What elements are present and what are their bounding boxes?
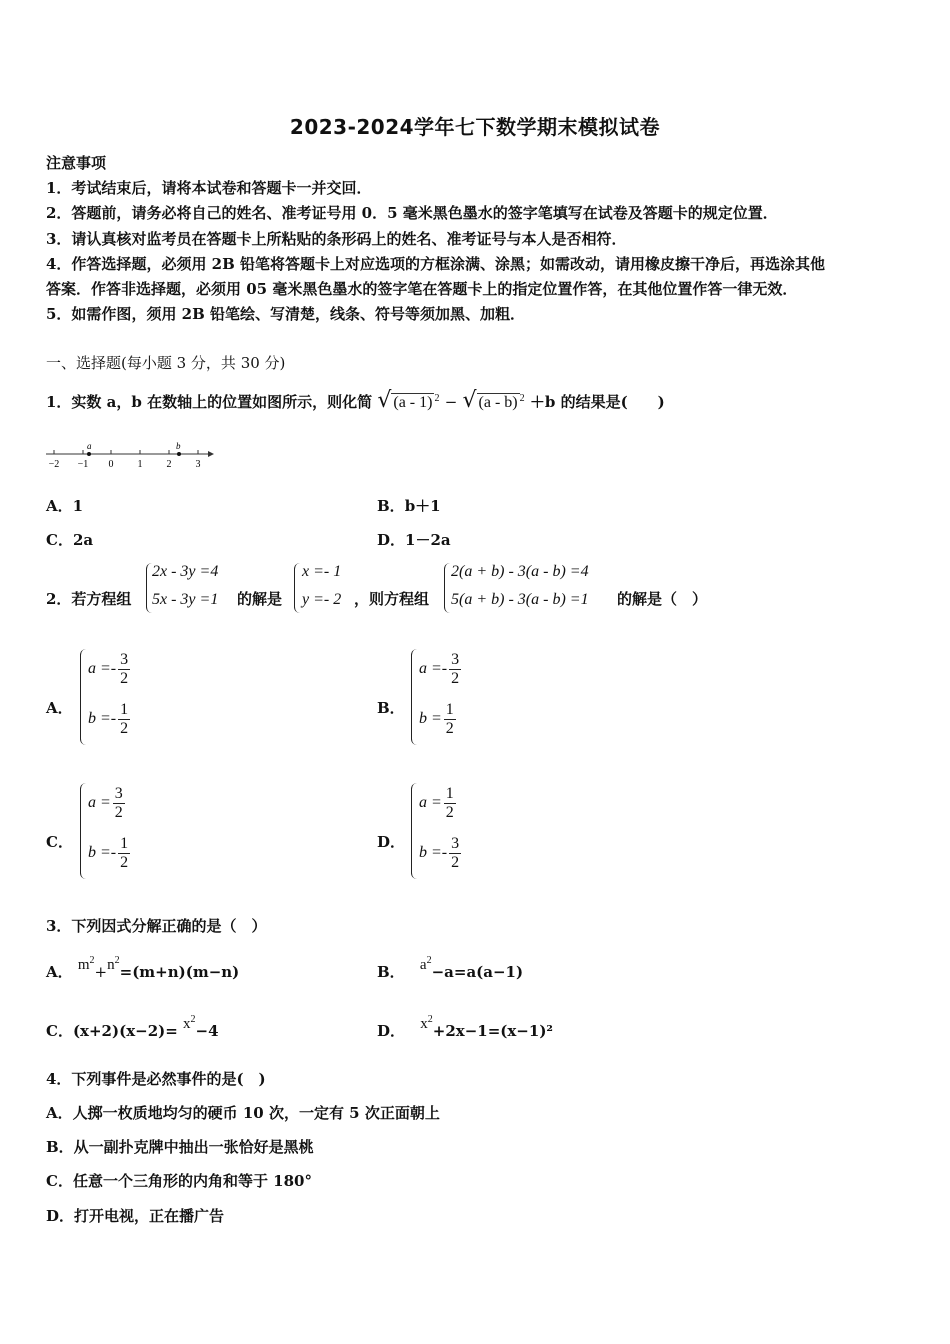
option-label: C． (46, 833, 73, 851)
note-item: 2．答题前，请务必将自己的姓名、准考证号用 0．5 毫米黑色墨水的签字笔填写在试卷及答题卡的规定位置． (46, 204, 778, 222)
option-label: C． (46, 1022, 73, 1040)
option-row-1: a = (419, 794, 442, 812)
denominator: 2 (445, 720, 454, 737)
q1-minus: − (444, 393, 458, 411)
denominator: 2 (451, 854, 460, 871)
q3-option-c[interactable] (46, 1014, 219, 1041)
point-b-label: b (176, 441, 181, 451)
brace-icon (444, 563, 451, 613)
exponent: 2 (426, 955, 432, 966)
option-row-1: a =- (88, 660, 117, 678)
tick-label: 2 (166, 459, 172, 470)
radical-icon: √ (462, 388, 477, 413)
q4-option-c[interactable]: C．任意一个三角形的内角和等于 180° (46, 1172, 312, 1190)
term-n: n (107, 957, 115, 973)
option-label: A． (46, 963, 73, 981)
brace-icon (80, 783, 88, 879)
option-row-2: b =- (419, 844, 448, 862)
q2-system-1-eq2: 5x - 3y =1 (152, 591, 219, 608)
q1-option-c[interactable] (46, 529, 93, 550)
q2-option-a[interactable] (46, 647, 346, 747)
exponent: 2 (89, 955, 95, 966)
numerator: 3 (451, 835, 460, 852)
note-item: 答案．作答非选择题，必须用 05 毫米黑色墨水的签字笔在答题卡上的指定位置作答，在其他位置作答一律无效． (46, 280, 798, 298)
option-label: B． (377, 963, 405, 981)
radical-icon: √ (377, 388, 392, 413)
question-3: 3．下列因式分解正确的是（ ） (46, 917, 267, 935)
denominator: 2 (120, 854, 129, 871)
option-text: −4 (195, 1022, 219, 1040)
option-row-2: b =- (88, 710, 117, 728)
q1-option-b[interactable] (377, 495, 441, 516)
question-4: 4．下列事件是必然事件的是( ) (46, 1070, 266, 1088)
numerator: 1 (120, 701, 129, 718)
q2-mid-1: 的解是 (237, 590, 283, 608)
q1-radicand-1: (a - 1) (393, 394, 433, 411)
option-text: b＋1 (404, 497, 441, 515)
q2-option-d[interactable] (377, 781, 677, 881)
tick-label: 0 (108, 459, 114, 470)
term-x: x (183, 1016, 191, 1032)
denominator: 2 (451, 670, 460, 687)
brace-icon (411, 649, 419, 745)
q1-option-d[interactable] (377, 529, 451, 550)
question-1 (46, 388, 665, 413)
numerator: 1 (445, 785, 454, 802)
q2-option-b[interactable] (377, 647, 677, 747)
option-text: +2x−1=(x−1)² (432, 1022, 553, 1040)
numerator: 3 (120, 651, 129, 668)
q2-system-1-eq1: 2x - 3y =4 (152, 563, 219, 580)
option-label: A． (46, 699, 73, 717)
q2-option-c[interactable] (46, 781, 346, 881)
numerator: 1 (445, 701, 454, 718)
option-label: A． (46, 497, 73, 515)
term-a: a (419, 957, 427, 973)
q1-prefix: 1．实数 a，b 在数轴上的位置如图所示，则化简 (46, 393, 373, 411)
term-m: m (77, 957, 90, 973)
brace-icon (80, 649, 88, 745)
option-row-2: b =- (88, 844, 117, 862)
q4-option-b[interactable]: B．从一副扑克牌中抽出一张恰好是黑桃 (46, 1138, 314, 1156)
option-label: B． (377, 699, 405, 717)
point-a-marker (87, 452, 91, 456)
option-text: 1－2a (405, 531, 451, 549)
option-label: D． (377, 1022, 406, 1040)
option-label: D． (377, 531, 406, 549)
q3-option-d[interactable] (377, 1014, 553, 1041)
numerator: 1 (120, 835, 129, 852)
point-b-marker (177, 452, 181, 456)
term-x: x (420, 1016, 428, 1032)
note-item: 4．作答选择题，必须用 2B 铅笔将答题卡上对应选项的方框涂满、涂黑；如需改动，请用橡皮擦干净后，再选涂其他 (46, 255, 826, 273)
q2-system-2-eq1: x =- 1 (302, 563, 342, 580)
option-label: B． (377, 497, 405, 515)
option-label: C． (46, 531, 73, 549)
numerator: 3 (451, 651, 460, 668)
q1-option-a[interactable] (46, 495, 83, 516)
denominator: 2 (120, 720, 129, 737)
option-row-1: a =- (419, 660, 448, 678)
q1-exp-1: 2 (434, 393, 440, 404)
denominator: 2 (114, 804, 123, 821)
brace-icon (294, 563, 301, 613)
number-line (44, 440, 214, 472)
tick-label: 3 (195, 459, 201, 470)
q2-mid-2: ，则方程组 (354, 590, 430, 608)
option-text: −a=a(a−1) (431, 963, 524, 981)
q1-exp-2: 2 (519, 393, 525, 404)
option-text: (x+2)(x−2)= (72, 1022, 178, 1040)
numerator: 3 (114, 785, 123, 802)
q4-option-d[interactable]: D．打开电视，正在播广告 (46, 1207, 225, 1225)
q3-option-b[interactable] (377, 955, 524, 982)
q2-suffix: 的解是（ ） (617, 590, 708, 608)
option-text: 1 (72, 497, 84, 515)
option-row-1: a = (88, 794, 111, 812)
q2-system-3-eq2: 5(a + b) - 3(a - b) =1 (451, 591, 589, 608)
notes-heading: 注意事项 (46, 154, 107, 172)
denominator: 2 (120, 670, 129, 687)
exponent: 2 (190, 1014, 196, 1025)
point-a-label: a (87, 441, 92, 451)
section-heading: 一、选择题(每小题 3 分，共 30 分) (46, 354, 286, 372)
tick-label: 1 (137, 459, 143, 470)
note-item: 1．考试结束后，请将本试卷和答题卡一并交回． (46, 179, 372, 197)
option-row-2: b = (419, 710, 442, 728)
q3-option-a[interactable] (46, 955, 240, 982)
denominator: 2 (445, 804, 454, 821)
q1-suffix: ＋b 的结果是( ) (529, 393, 665, 411)
note-item: 3．请认真核对监考员在答题卡上所粘贴的条形码上的姓名、准考证号与本人是否相符． (46, 230, 627, 248)
option-text: 2a (72, 531, 94, 549)
page-title: 2023-2024学年七下数学期末模拟试卷 (289, 115, 661, 139)
exponent: 2 (114, 955, 120, 966)
note-item: 5．如需作图，须用 2B 铅笔绘、写清楚，线条、符号等须加黑、加粗． (46, 305, 525, 323)
tick-label: −2 (48, 459, 60, 470)
option-label: D． (377, 833, 406, 851)
plus-sign: + (94, 963, 108, 981)
q4-option-a[interactable]: A．人掷一枚质地均匀的硬币 10 次，一定有 5 次正面朝上 (46, 1104, 440, 1122)
q2-prefix: 2．若方程组 (46, 590, 132, 608)
q1-radicand-2: (a - b) (478, 394, 518, 411)
option-text: =(m+n)(m−n) (119, 963, 240, 981)
brace-icon (411, 783, 419, 879)
q2-system-2-eq2: y =- 2 (302, 591, 342, 608)
exponent: 2 (427, 1014, 433, 1025)
tick-label: −1 (77, 459, 89, 470)
q2-system-3-eq1: 2(a + b) - 3(a - b) =4 (451, 563, 589, 580)
